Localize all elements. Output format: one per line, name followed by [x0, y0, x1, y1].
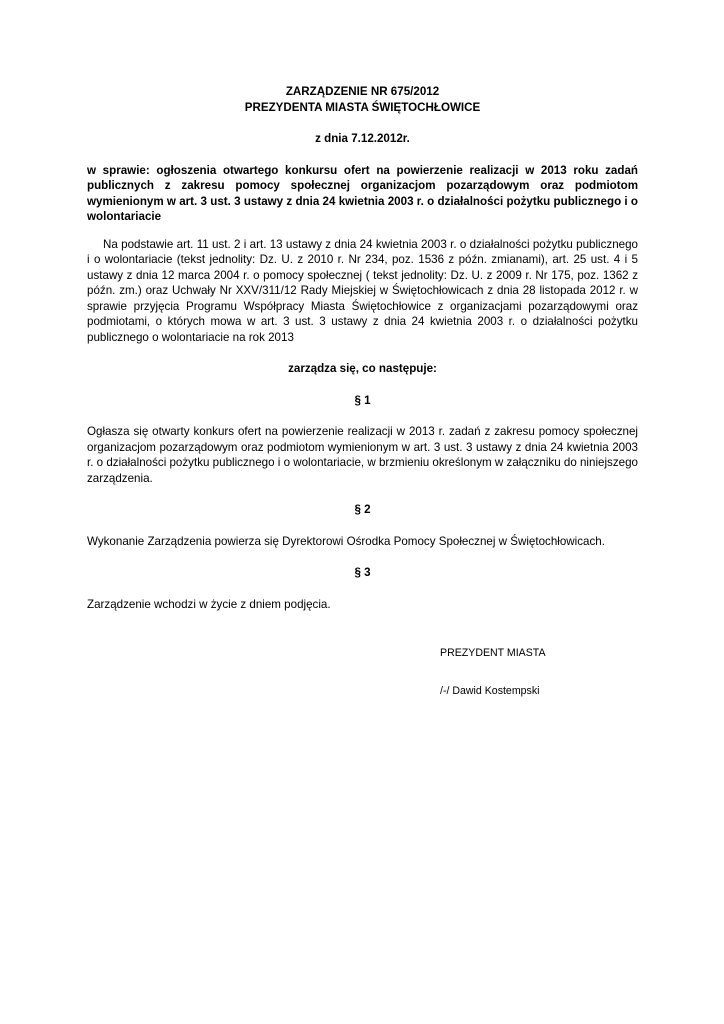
paragraph-1-text: Ogłasza się otwarty konkurs ofert na powierzenie realizacji w 2013 r. zadań z zakresu pomocy społecznej organizacjom pozarządowym oraz podmiotom wymienionym w art. 3 ust. 3 ustawy z dnia 24 kwietnia 2003 r. o działalności pożytku publicznego i o wolontariacie, w brzmieniu określonym w załączniku do niniejszego zarządzenia. [87, 425, 638, 485]
document-body [87, 84, 638, 612]
paragraph-1-heading: § 1 [354, 393, 371, 407]
document-title-number: ZARZĄDZENIE NR 675/2012 [285, 85, 440, 98]
decree-phrase: zarządza się, co następuje: [288, 362, 437, 375]
paragraph-3-heading: § 3 [354, 566, 371, 579]
paragraph-2-heading: § 2 [354, 503, 371, 516]
document-date: z dnia 7.12.2012r. [315, 132, 410, 145]
signature-role: PREZYDENT MIASTA [440, 647, 546, 659]
document-title-issuer: PREZYDENTA MIASTA ŚWIĘTOCHŁOWICE [244, 100, 481, 114]
paragraph-2-text: Wykonanie Zarządzenia powierza się Dyrektorowi Ośrodka Pomocy Społecznej w Świętochłowicach. [87, 534, 605, 548]
signature-name: /-/ Dawid Kostempski [440, 685, 540, 697]
paragraph-3-text: Zarządzenie wchodzi w życie z dniem podjęcia. [87, 597, 331, 611]
document-subject: w sprawie: ogłoszenia otwartego konkursu ofert na powierzenie realizacji w 2013 roku zadań publicznych z zakresu pomocy społecznej organizacjom pozarządowym oraz podmiotom wymienionym w art. 3 ust. 3 ustawy z dnia 24 kwietnia 2003 r. o działalności pożytku publicznego i o wolontariacie [87, 163, 638, 223]
legal-basis: Na podstawie art. 11 ust. 2 i art. 13 ustawy z dnia 24 kwietnia 2003 r. o działalności pożytku publicznego i o wolontariacie (tekst jednolity: Dz. U. z 2010 r. Nr 234, poz. 1536 z późn. zmianami), art. 25 ust. 4 i 5 ustawy z dnia 12 marca 2004 r. o pomocy społecznej ( tekst jednolity: Dz. U. z 2009 r. Nr 175, poz. 1362 z późn. zm.) oraz Uchwały Nr XXV/311/12 Rady Miejskiej w Świętochłowicach z dnia 28 listopada 2012 r. w sprawie przyjęcia Programu Współpracy Miasta Świętochłowice z organizacjami pozarządowymi oraz podmiotami, o których mowa w art. 3 ust. 3 ustawy z dnia 24 kwietnia 2003 r. o działalności pożytku publicznego o wolontariacie na rok 2013 [87, 237, 638, 344]
